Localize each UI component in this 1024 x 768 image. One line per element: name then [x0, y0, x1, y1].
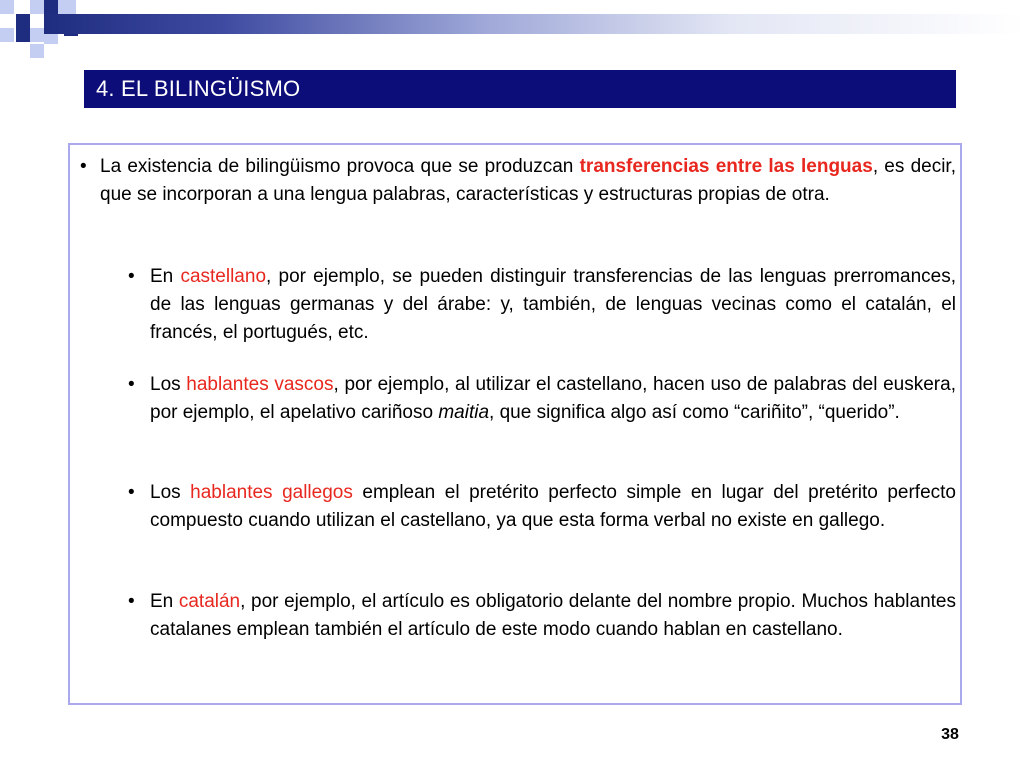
highlight-text: hablantes gallegos [190, 482, 353, 503]
text-run: La existencia de bilingüismo provoca que se produzcan [100, 156, 580, 177]
content-box [68, 143, 962, 705]
header-gradient-bar [44, 14, 1024, 34]
bullet-icon: • [128, 374, 135, 395]
decor-square [0, 28, 14, 42]
decor-square [0, 0, 14, 14]
list-item [128, 263, 956, 347]
slide-title: 4. EL BILINGÜISMO [96, 76, 301, 101]
text-run: , por ejemplo, el artículo es obligatorio delante del nombre propio. Muchos hablantes catalanes emplean también el artículo de este modo cuando hablan en castellano. [150, 591, 956, 640]
text-run: En [150, 591, 179, 612]
decor-square [58, 0, 76, 14]
bullet-icon: • [80, 156, 87, 177]
bullet-icon: • [128, 591, 135, 612]
page-number: 38 [941, 726, 959, 743]
bullet-icon: • [128, 266, 135, 287]
decor-square [16, 28, 30, 42]
text-run: En [150, 266, 181, 287]
list-item [128, 588, 956, 644]
text-run: , es decir, que se incorporan a una lengua palabras, características y estructuras propias de otra. [100, 156, 956, 205]
highlight-text: castellano [180, 266, 267, 287]
text-run: emplean el pretérito perfecto simple en lugar del pretérito perfecto compuesto cuando utilizan el castellano, ya que esta forma verbal no existe en gallego. [150, 482, 956, 531]
title-bar [84, 70, 956, 108]
list-item [128, 371, 956, 427]
list-item [128, 479, 956, 535]
text-run: , por ejemplo, se pueden distinguir transferencias de las lenguas prerromances, de las lenguas germanas y del árabe: y, también, de lenguas vecinas como el catalán, el francés, el portugués, etc. [150, 266, 956, 343]
text-run: Los [150, 482, 191, 503]
decor-square [30, 44, 44, 58]
main-paragraph [80, 153, 956, 209]
highlight-text: transferencias entre las lenguas [579, 156, 873, 177]
text-run: Los [150, 374, 187, 395]
highlight-text: catalán [178, 591, 241, 612]
decor-square [30, 28, 44, 42]
decor-square [30, 0, 44, 14]
highlight-text: hablantes vascos [186, 374, 334, 395]
decor-square [16, 14, 30, 28]
italic-text: maitia [438, 402, 490, 423]
text-run: , que significa algo así como “cariñito”, “querido”. [489, 402, 900, 423]
decor-square [44, 0, 58, 14]
text-run: , por ejemplo, al utilizar el castellano, hacen uso de palabras del euskera, por ejemplo, el apelativo cariñoso [150, 374, 956, 423]
bullet-icon: • [128, 482, 135, 503]
